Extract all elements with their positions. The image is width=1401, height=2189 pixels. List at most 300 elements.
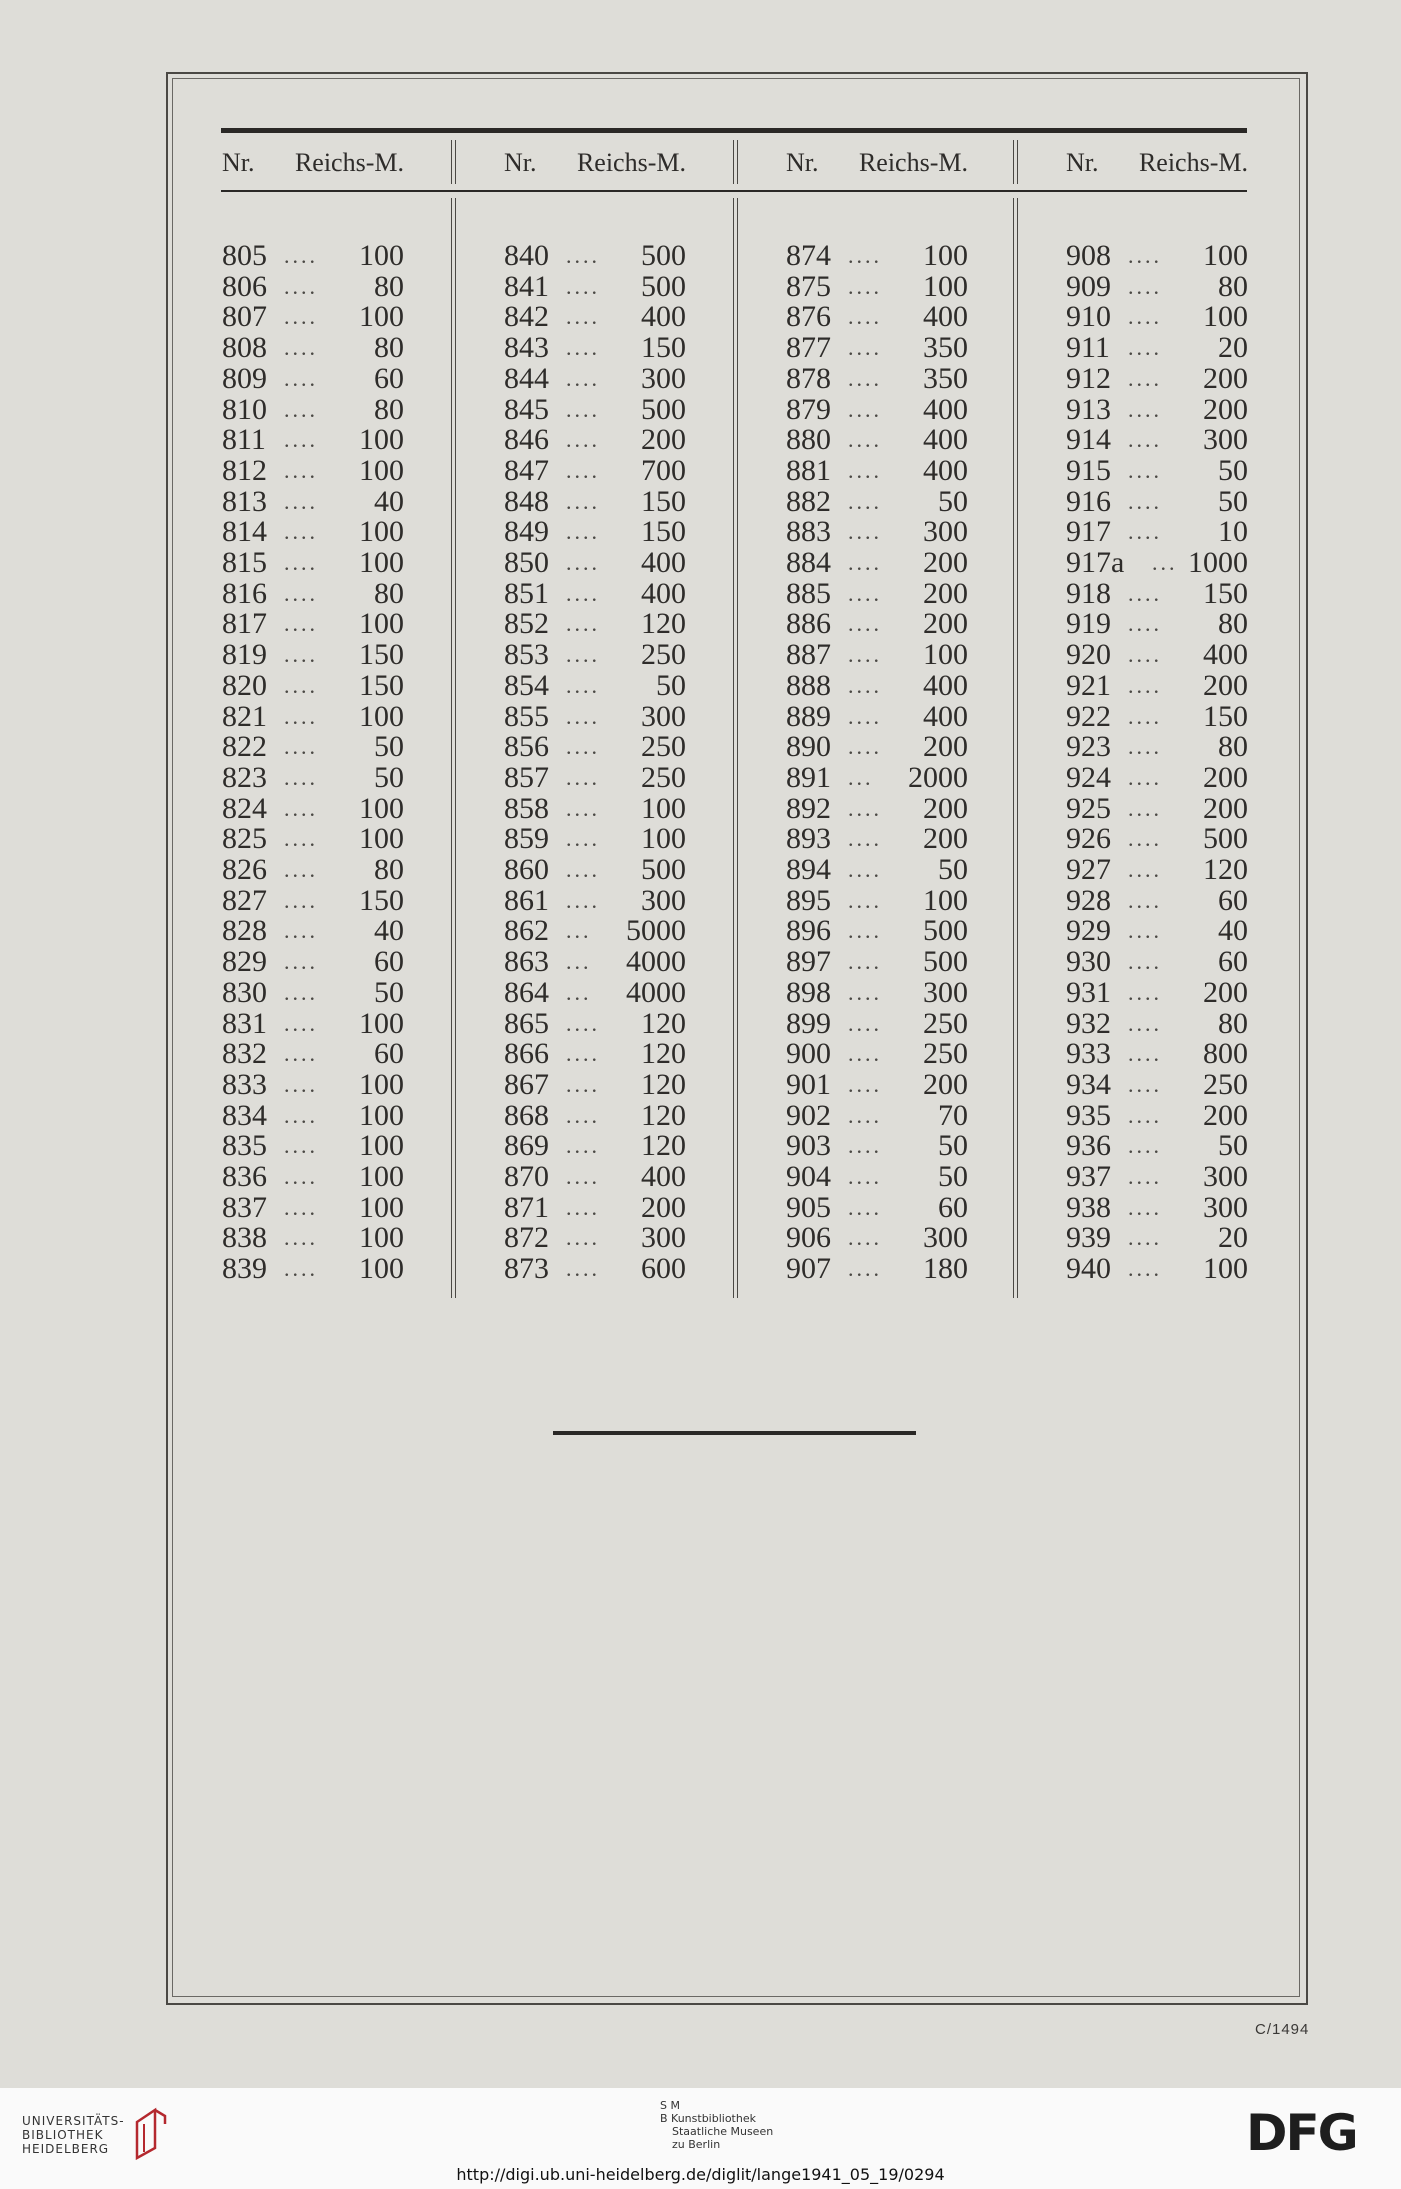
dot-leader: .... [848, 396, 882, 422]
entry-amount: 200 [923, 822, 968, 856]
dot-leader: .... [1128, 1071, 1162, 1097]
entry-number: 895 [786, 883, 831, 917]
entry-amount: 50 [1218, 1129, 1248, 1163]
entry-number: 875 [786, 269, 831, 303]
dot-leader: .... [848, 1133, 882, 1159]
table-row [222, 670, 404, 701]
entry-number: 909 [1066, 269, 1111, 303]
dot-leader: .... [1128, 335, 1162, 361]
dot-leader: .... [1128, 949, 1162, 975]
table-row [1066, 271, 1248, 302]
dot-leader: .... [566, 304, 600, 330]
table-row [222, 332, 404, 363]
entry-amount: 200 [923, 1067, 968, 1101]
dot-leader: .... [1128, 1133, 1162, 1159]
entry-number: 937 [1066, 1160, 1111, 1193]
entry-number: 826 [222, 853, 267, 886]
dot-leader: .... [566, 764, 600, 790]
entry-amount: 80 [374, 331, 404, 365]
entry-amount: 120 [641, 1037, 686, 1071]
entry-number: 908 [1066, 239, 1111, 272]
dot-leader: .... [566, 1194, 600, 1220]
entry-amount: 300 [641, 361, 686, 395]
table-row [1066, 793, 1248, 824]
entry-number: 931 [1066, 975, 1111, 1009]
table-row [1066, 639, 1248, 670]
entry-number: 810 [222, 392, 267, 426]
dot-leader: .... [566, 550, 600, 575]
table-row [222, 701, 404, 732]
entry-number: 901 [786, 1067, 831, 1101]
entry-amount: 200 [1203, 361, 1248, 395]
table-row [222, 271, 404, 302]
table-row [1066, 240, 1248, 271]
dot-leader: .... [1128, 918, 1162, 944]
entry-number: 915 [1066, 453, 1111, 487]
entry-number: 833 [222, 1067, 267, 1101]
dot-leader: .... [1128, 1041, 1162, 1067]
entry-number: 917 [1066, 515, 1111, 549]
entry-amount: 250 [1203, 1067, 1248, 1101]
dot-leader: .... [284, 979, 318, 1005]
entry-amount: 4000 [626, 975, 686, 1009]
entry-number: 852 [504, 607, 549, 641]
dot-leader: .... [1128, 427, 1162, 453]
table-row [786, 271, 968, 302]
dot-leader: .... [566, 1041, 600, 1067]
entry-number: 824 [222, 791, 267, 825]
table-row [1066, 854, 1248, 885]
university-library-logo[interactable]: UNIVERSITÄTS- BIBLIOTHEK HEIDELBERG [22, 2114, 125, 2156]
entry-number: 914 [1066, 423, 1111, 457]
entry-amount: 350 [923, 331, 968, 365]
table-row [1066, 1253, 1248, 1284]
entry-number: 917a [1066, 546, 1125, 579]
entry-number: 936 [1066, 1129, 1111, 1163]
entry-number: 897 [786, 945, 831, 979]
table-row [1066, 1130, 1248, 1161]
entry-amount: 400 [641, 576, 686, 610]
dot-leader: .... [848, 550, 882, 575]
entry-amount: 100 [359, 607, 404, 641]
entry-number: 896 [786, 914, 831, 948]
entry-number: 883 [786, 515, 831, 549]
dot-leader: .... [848, 611, 882, 637]
entry-number: 888 [786, 668, 831, 702]
dot-leader: .... [848, 1102, 882, 1128]
dot-leader: .... [284, 887, 318, 913]
entry-number: 932 [1066, 1006, 1111, 1040]
table-row [1066, 977, 1248, 1008]
entry-amount: 300 [923, 515, 968, 549]
entry-number: 815 [222, 546, 267, 579]
table-row [504, 608, 686, 639]
column-separator [1013, 140, 1018, 184]
entry-number: 871 [504, 1190, 549, 1224]
entry-number: 904 [786, 1160, 831, 1193]
dot-leader: .... [284, 365, 318, 391]
dot-leader: .... [1128, 488, 1162, 514]
entry-number: 899 [786, 1006, 831, 1040]
entry-amount: 300 [641, 1221, 686, 1255]
table-row [222, 1069, 404, 1100]
table-row [786, 1100, 968, 1131]
entry-amount: 150 [641, 515, 686, 549]
dfg-logo[interactable]: DFG [1246, 2104, 1357, 2162]
dot-leader: .... [284, 611, 318, 637]
entry-number: 880 [786, 423, 831, 457]
table-row [504, 1100, 686, 1131]
dot-leader: .... [1128, 795, 1162, 821]
entry-number: 819 [222, 638, 267, 672]
dot-leader: .... [848, 519, 882, 545]
entry-number: 926 [1066, 822, 1111, 856]
column-header [504, 148, 686, 188]
entry-amount: 100 [359, 699, 404, 733]
entry-amount: 200 [1203, 1098, 1248, 1132]
entry-amount: 500 [923, 914, 968, 948]
dot-leader: .... [284, 519, 318, 545]
table-row [786, 915, 968, 946]
entry-amount: 100 [359, 515, 404, 549]
header-amount: Reichs-M. [858, 148, 968, 177]
dot-leader: .... [1128, 1164, 1162, 1189]
dot-leader: .... [1128, 611, 1162, 637]
entry-amount: 4000 [626, 945, 686, 979]
entry-number: 839 [222, 1252, 267, 1286]
dot-leader: .... [848, 427, 882, 453]
entry-amount: 100 [359, 822, 404, 856]
dot-leader: .... [1128, 273, 1162, 299]
table-row [786, 1008, 968, 1039]
table-row [1066, 885, 1248, 916]
header-top-rule [221, 128, 1247, 133]
entry-amount: 300 [641, 883, 686, 917]
dot-leader: .... [1128, 243, 1162, 268]
university-emblem-icon [133, 2104, 167, 2160]
dot-leader: ... [566, 979, 592, 1005]
entry-amount: 400 [923, 668, 968, 702]
entry-number: 886 [786, 607, 831, 641]
entry-number: 830 [222, 975, 267, 1009]
entry-number: 837 [222, 1190, 267, 1224]
table-row [504, 1008, 686, 1039]
table-row [786, 547, 968, 578]
table-row [504, 1222, 686, 1253]
table-row [504, 762, 686, 793]
entry-number: 911 [1066, 331, 1110, 365]
table-row [1066, 1100, 1248, 1131]
dot-leader: .... [1128, 1194, 1162, 1220]
dot-leader: .... [566, 427, 600, 453]
table-row [222, 1008, 404, 1039]
column-header [1066, 148, 1248, 188]
entry-number: 828 [222, 914, 267, 948]
table-row [504, 977, 686, 1008]
entry-amount: 50 [656, 668, 686, 702]
entry-amount: 300 [641, 699, 686, 733]
entry-number: 884 [786, 546, 831, 579]
table-row [504, 424, 686, 455]
entry-number: 851 [504, 576, 549, 610]
header-amount: Reichs-M. [1138, 148, 1248, 177]
entry-amount: 60 [374, 361, 404, 395]
header-nr: Nr. [786, 148, 819, 177]
dot-leader: .... [1128, 519, 1162, 545]
entry-amount: 20 [1218, 1221, 1248, 1255]
dot-leader: .... [566, 887, 600, 913]
entry-amount: 100 [641, 791, 686, 825]
entry-amount: 400 [923, 300, 968, 334]
entry-number: 863 [504, 945, 549, 979]
column-header [786, 148, 968, 188]
dot-leader: .... [566, 243, 600, 268]
dot-leader: .... [848, 703, 882, 729]
entry-amount: 400 [923, 453, 968, 487]
entry-number: 885 [786, 576, 831, 610]
table-row [1066, 578, 1248, 609]
entry-number: 882 [786, 484, 831, 518]
table-row [222, 455, 404, 486]
entry-amount: 250 [641, 730, 686, 764]
table-row [222, 1222, 404, 1253]
dot-leader: .... [848, 304, 882, 330]
dot-leader: .... [284, 243, 318, 268]
dot-leader: .... [848, 795, 882, 821]
table-row [504, 823, 686, 854]
entry-number: 873 [504, 1252, 549, 1286]
table-row [786, 977, 968, 1008]
entry-number: 935 [1066, 1098, 1111, 1132]
table-row [504, 1130, 686, 1161]
entry-amount: 300 [1203, 1160, 1248, 1193]
entry-amount: 100 [1203, 1252, 1248, 1286]
entry-number: 879 [786, 392, 831, 426]
entry-number: 853 [504, 638, 549, 672]
table-row [222, 854, 404, 885]
table-row [222, 885, 404, 916]
table-row [222, 240, 404, 271]
entry-number: 857 [504, 760, 549, 794]
entry-amount: 100 [359, 1006, 404, 1040]
entry-number: 835 [222, 1129, 267, 1163]
entry-amount: 60 [938, 1190, 968, 1224]
entry-number: 834 [222, 1098, 267, 1132]
entry-number: 922 [1066, 699, 1111, 733]
entry-amount: 60 [374, 945, 404, 979]
dot-leader: .... [284, 764, 318, 790]
table-row [222, 578, 404, 609]
entry-number: 809 [222, 361, 267, 395]
dot-leader: .... [848, 365, 882, 391]
dot-leader: .... [848, 949, 882, 975]
entry-number: 843 [504, 331, 549, 365]
entry-number: 812 [222, 453, 267, 487]
column-header [222, 148, 404, 188]
entry-amount: 200 [1203, 668, 1248, 702]
dot-leader: .... [284, 1010, 318, 1036]
table-row [786, 1192, 968, 1223]
table-row [1066, 301, 1248, 332]
entry-number: 921 [1066, 668, 1111, 702]
entry-number: 900 [786, 1037, 831, 1071]
table-row [786, 486, 968, 517]
entry-amount: 500 [641, 392, 686, 426]
dot-leader: .... [284, 550, 318, 575]
dot-leader: .... [284, 427, 318, 453]
table-row [222, 915, 404, 946]
entry-number: 916 [1066, 484, 1111, 518]
dot-leader: .... [566, 642, 600, 668]
dot-leader: .... [566, 703, 600, 729]
column-separator [1013, 198, 1018, 1298]
entry-amount: 300 [923, 975, 968, 1009]
table-row [786, 639, 968, 670]
dot-leader: .... [284, 1194, 318, 1220]
entry-amount: 150 [359, 668, 404, 702]
dot-leader: .... [566, 1133, 600, 1159]
table-row [1066, 731, 1248, 762]
dot-leader: .... [566, 396, 600, 422]
dot-leader: .... [284, 457, 318, 483]
dot-leader: .... [284, 949, 318, 975]
dot-leader: .... [284, 335, 318, 361]
permalink-url[interactable]: http://digi.ub.uni-heidelberg.de/diglit/lange1941_05_19/0294 [456, 2165, 945, 2184]
dot-leader: .... [848, 1071, 882, 1097]
entry-amount: 200 [923, 607, 968, 641]
entry-amount: 40 [1218, 914, 1248, 948]
entry-amount: 80 [374, 853, 404, 886]
dot-leader: .... [848, 457, 882, 483]
table-row [222, 1192, 404, 1223]
entry-amount: 350 [923, 361, 968, 395]
table-row [222, 608, 404, 639]
entry-amount: 120 [641, 1067, 686, 1101]
entry-amount: 100 [641, 822, 686, 856]
dot-leader: .... [566, 519, 600, 545]
entry-amount: 120 [641, 1006, 686, 1040]
entry-amount: 50 [938, 1129, 968, 1163]
entry-number: 856 [504, 730, 549, 764]
table-row [1066, 1038, 1248, 1069]
entry-number: 870 [504, 1160, 549, 1193]
entry-number: 893 [786, 822, 831, 856]
dot-leader: .... [284, 396, 318, 422]
dot-leader: .... [1128, 887, 1162, 913]
table-row [222, 363, 404, 394]
entry-number: 887 [786, 638, 831, 672]
table-row [786, 670, 968, 701]
dot-leader: .... [1128, 365, 1162, 391]
table-row [786, 823, 968, 854]
entry-number: 939 [1066, 1221, 1111, 1255]
dot-leader: .... [284, 672, 318, 698]
entry-number: 907 [786, 1252, 831, 1286]
entry-number: 869 [504, 1129, 549, 1163]
entry-number: 898 [786, 975, 831, 1009]
entry-number: 840 [504, 239, 549, 272]
dot-leader: .... [566, 457, 600, 483]
table-row [1066, 1192, 1248, 1223]
entry-amount: 200 [1203, 392, 1248, 426]
table-row [1066, 823, 1248, 854]
table-row [504, 271, 686, 302]
entry-amount: 200 [641, 423, 686, 457]
entry-number: 849 [504, 515, 549, 549]
entry-amount: 400 [923, 392, 968, 426]
entry-number: 874 [786, 239, 831, 272]
entry-amount: 100 [359, 1129, 404, 1163]
table-row [786, 1069, 968, 1100]
entry-number: 858 [504, 791, 549, 825]
entry-amount: 100 [359, 453, 404, 487]
header-nr: Nr. [1066, 148, 1099, 177]
dot-leader: .... [284, 1164, 318, 1189]
header-amount: Reichs-M. [294, 148, 404, 177]
table-row [222, 823, 404, 854]
dot-leader: .... [284, 826, 318, 852]
entry-amount: 80 [374, 392, 404, 426]
entry-number: 847 [504, 453, 549, 487]
entry-amount: 100 [923, 239, 968, 272]
entry-amount: 100 [359, 423, 404, 457]
table-row [1066, 394, 1248, 425]
table-row [222, 1100, 404, 1131]
dot-leader: .... [848, 979, 882, 1005]
table-row [504, 854, 686, 885]
table-row [1066, 363, 1248, 394]
table-row [786, 301, 968, 332]
entry-amount: 100 [923, 638, 968, 672]
entry-number: 928 [1066, 883, 1111, 917]
table-row [504, 363, 686, 394]
entry-number: 855 [504, 699, 549, 733]
entry-number: 920 [1066, 638, 1111, 672]
entry-amount: 500 [641, 269, 686, 303]
entry-number: 930 [1066, 945, 1111, 979]
entry-amount: 300 [1203, 1190, 1248, 1224]
table-row [1066, 424, 1248, 455]
entry-amount: 200 [1203, 975, 1248, 1009]
entry-number: 881 [786, 453, 831, 487]
entry-number: 867 [504, 1067, 549, 1101]
entry-number: 894 [786, 853, 831, 886]
table-row [222, 731, 404, 762]
entry-number: 865 [504, 1006, 549, 1040]
table-row [504, 885, 686, 916]
table-row [786, 1038, 968, 1069]
table-row [504, 1253, 686, 1284]
table-row [504, 516, 686, 547]
table-row [504, 1192, 686, 1223]
dot-leader: .... [848, 488, 882, 514]
column-separator [733, 198, 738, 1298]
dot-leader: .... [1128, 1010, 1162, 1036]
table-row [504, 915, 686, 946]
table-row [1066, 915, 1248, 946]
entry-number: 844 [504, 361, 549, 395]
entry-amount: 250 [641, 760, 686, 794]
dot-leader: .... [1128, 1102, 1162, 1128]
kunstbibliothek-logo[interactable]: S M B Kunstbibliothek Staatliche Museen zu Berlin [660, 2099, 774, 2151]
entry-amount: 80 [374, 576, 404, 610]
entry-number: 848 [504, 484, 549, 518]
table-row [1066, 701, 1248, 732]
entry-amount: 50 [374, 730, 404, 764]
dot-leader: ... [566, 949, 592, 975]
table-row [786, 424, 968, 455]
entry-amount: 200 [641, 1190, 686, 1224]
